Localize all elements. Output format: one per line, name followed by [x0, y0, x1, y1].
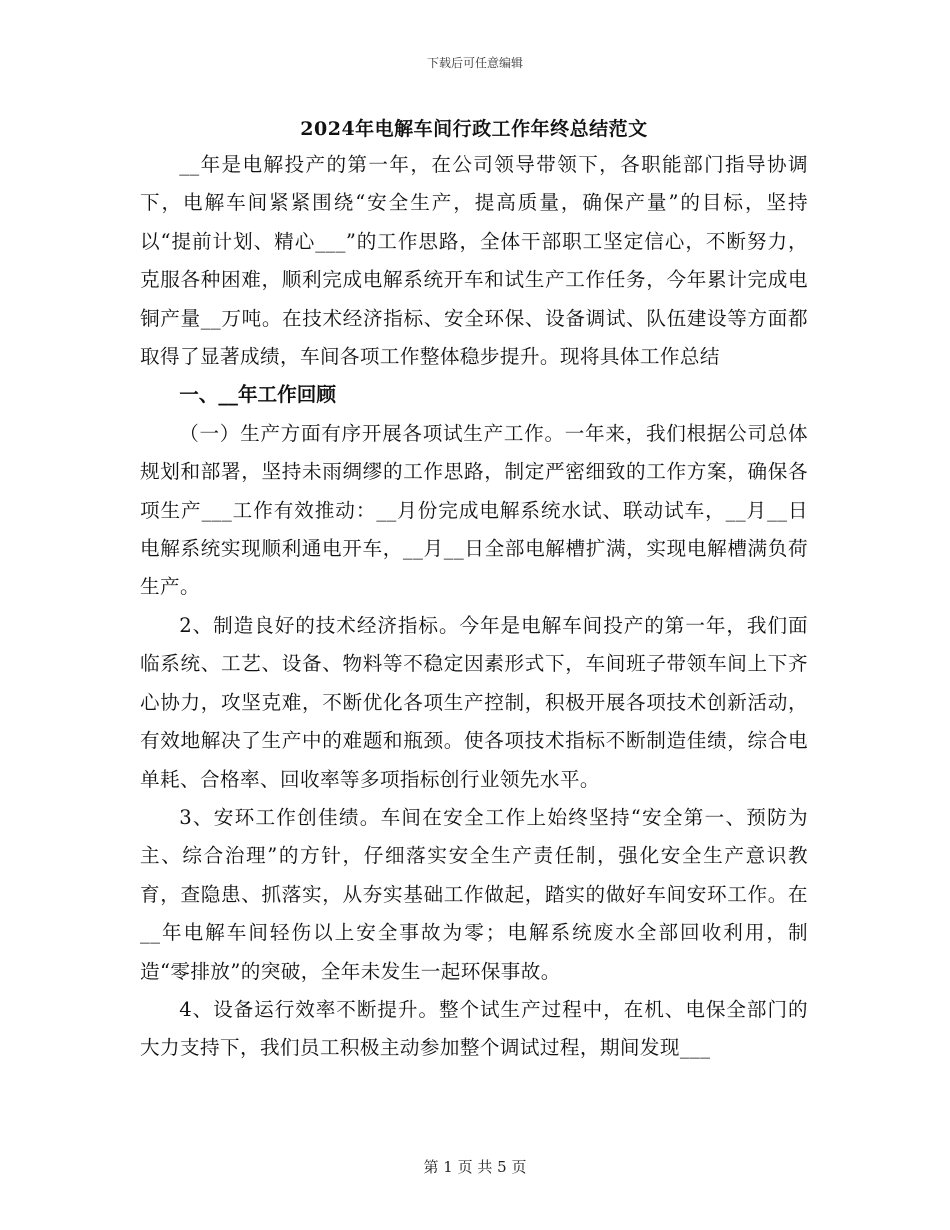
document-title: 2024年电解车间行政工作年终总结范文 — [300, 118, 648, 140]
intro-paragraph: __年是电解投产的第一年，在公司领导带领下，各职能部门指导协调下，电解车间紧紧围绕“安全生产，提高质量，确保产量”的目标，坚持以“提前计划、精心___”的工作思路，全体干部职工坚定信心，不断努力，克服各种困难，顺利完成电解系统开车和试生产工作任务，今年累计完成电铜产量__万吨。在技术经济指标、安全环保、设备调试、队伍建设等方面都取得了显著成绩，车间各项工作整体稳步提升。现将具体工作总结 — [140, 153, 808, 369]
paragraph-production: （一）生产方面有序开展各项试生产工作。一年来，我们根据公司总体规划和部署，坚持未雨绸缪的工作思路，制定严密细致的工作方案，确保各项生产___工作有效推动：__月份完成电解系统水试、联动试车，__月__日电解系统实现顺利通电开车，__月__日全部电解槽扩满，实现电解槽满负荷生产。 — [140, 421, 808, 599]
paragraph-equipment: 4、设备运行效率不断提升。整个试生产过程中，在机、电保全部门的大力支持下，我们员工积极主动参加整个调试过程，期间发现___ — [140, 997, 808, 1060]
section-heading: 一、__年工作回顾 — [179, 383, 336, 407]
paragraph-safety-environment: 3、安环工作创佳绩。车间在安全工作上始终坚持“安全第一、预防为主、综合治理”的方针，仔细落实安全生产责任制，强化安全生产意识教育，查隐患、抓落实，从夯实基础工作做起，踏实的做好车间安环工作。在__年电解车间轻伤以上安全事故为零；电解系统废水全部回收利用，制造“零排放”的突破，全年未发生一起环保事故。 — [140, 805, 808, 983]
document-body — [140, 112, 808, 1068]
page-header-note: 下载后可任意编辑 — [426, 56, 523, 70]
page-footer: 第 1 页 共 5 页 — [423, 1158, 527, 1176]
paragraph-technical-indicators: 2、制造良好的技术经济指标。今年是电解车间投产的第一年，我们面临系统、工艺、设备、物料等不稳定因素形式下，车间班子带领车间上下齐心协力，攻坚克难，不断优化各项生产控制，积极开展各项技术创新活动，有效地解决了生产中的难题和瓶颈。使各项技术指标不断制造佳绩，综合电单耗、合格率、回收率等多项指标创行业领先水平。 — [140, 613, 808, 791]
